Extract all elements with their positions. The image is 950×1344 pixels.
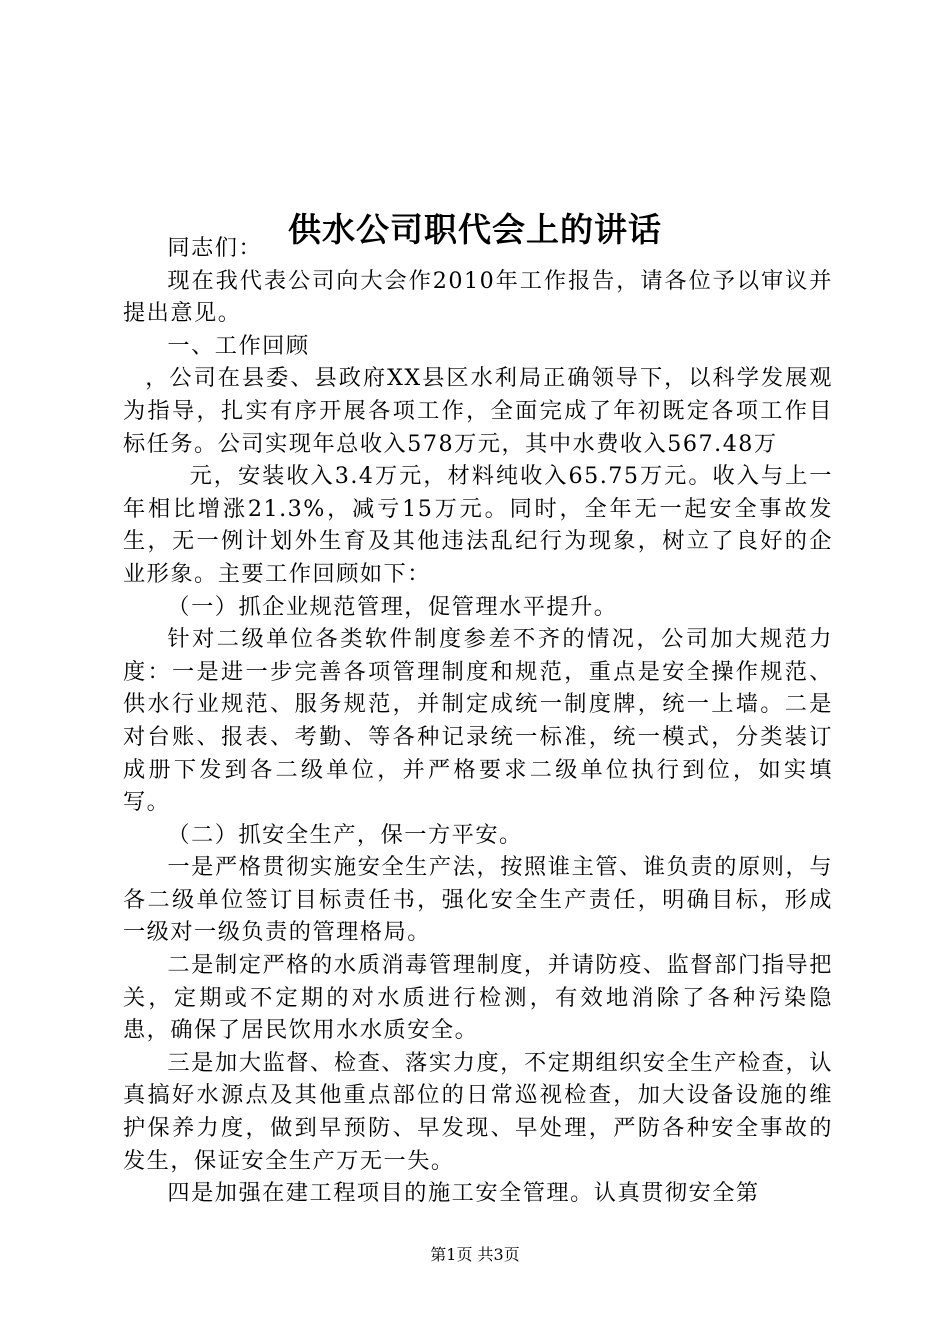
section-heading-work-review: 一、工作回顾 — [167, 332, 310, 359]
body-paragraph: 四是加强在建工程项目的施工安全管理。认真贯彻安全第 — [167, 1180, 760, 1207]
document-title: 供水公司职代会上的讲话 — [288, 210, 662, 250]
body-paragraph: 一是严格贯彻实施安全生产法，按照谁主管、谁负责的原则，与各二级单位签订目标责任书，强化安全生产责任，明确目标，形成一级对一级负责的管理格局。 — [123, 854, 833, 946]
body-paragraph: 三是加大监督、检查、落实力度，不定期组织安全生产检查，认真搞好水源点及其他重点部位的日常巡视检查，加大设备设施的维护保养力度，做到早预防、早发现、早处理，严防各种安全事故的发生，保证安全生产万无一失。 — [123, 1049, 833, 1174]
intro-paragraph: 现在我代表公司向大会作2010年工作报告，请各位予以审议并提出意见。 — [123, 267, 833, 327]
subsection-heading-management: （一）抓企业规范管理，促管理水平提升。 — [167, 593, 618, 620]
subsection-heading-safety: （二）抓安全生产，保一方平安。 — [167, 821, 523, 848]
body-paragraph: 二是制定严格的水质消毒管理制度，并请防疫、监督部门指导把关，定期或不定期的对水质进行检测，有效地消除了各种污染隐患，确保了居民饮用水水质安全。 — [123, 952, 833, 1044]
body-paragraph: 元，安装收入3.4万元，材料纯收入65.75万元。收入与上一年相比增涨21.3%，减亏15万元。同时，全年无一起安全事故发生，无一例计划外生育及其他违法乱纪行为现象，树立了良好的企业形象。主要工作回顾如下： — [123, 463, 833, 587]
body-paragraph: 针对二级单位各类软件制度参差不齐的情况，公司加大规范力度：一是进一步完善各项管理制度和规范，重点是安全操作规范、供水行业规范、服务规范，并制定成统一制度牌，统一上墙。二是对台账、报表、考勤、等各种记录统一标准，统一模式，分类装订成册下发到各二级单位，并严格要求二级单位执行到位，如实填写。 — [123, 626, 833, 816]
document-body — [123, 232, 833, 1210]
body-paragraph: ，公司在县委、县政府XX县区水利局正确领导下，以科学发展观为指导，扎实有序开展各项工作，全面完成了年初既定各项工作目标任务。公司实现年总收入578万元，其中水费收入567.48万 — [123, 365, 833, 457]
salutation-paragraph: 同志们： — [167, 235, 263, 261]
page-number-footer: 第1页 共3页 — [430, 1245, 520, 1264]
